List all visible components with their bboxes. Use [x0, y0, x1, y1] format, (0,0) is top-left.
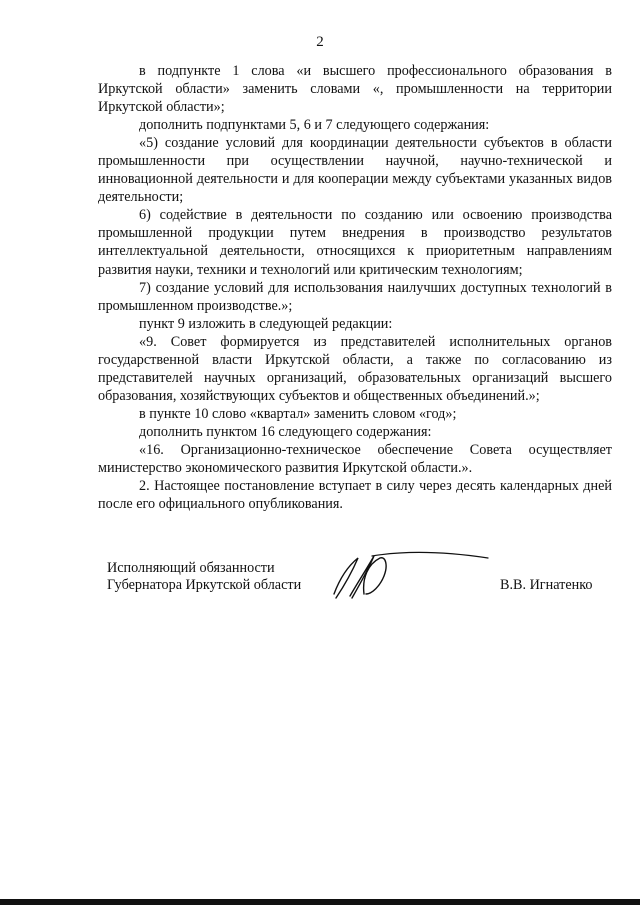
signature-block [0, 548, 640, 618]
signer-title [107, 560, 301, 594]
signer-name: В.В. Игнатенко [500, 577, 593, 593]
paragraph: пункт 9 изложить в следующей редакции: [139, 315, 393, 332]
paragraph: дополнить пунктом 16 следующего содержания: [139, 423, 432, 440]
document-body [98, 62, 612, 513]
paragraph: 2. Настоящее постановление вступает в силу через десять календарных дней после его официального опубликования. [98, 478, 612, 513]
handwritten-signature [328, 548, 498, 608]
paragraph: 7) создание условий для использования наилучших доступных технологий в промышленном производстве.»; [98, 279, 612, 314]
page-number: 2 [316, 34, 324, 50]
paragraph: «16. Организационно-техническое обеспечение Совета осуществляет министерство экономического развития Иркутской области.». [98, 441, 612, 477]
paragraph: в подпункте 1 слова «и высшего профессионального образования в Иркутской области» заменить словами «, промышленности на территории Иркутской области»; [98, 63, 612, 116]
scan-bottom-edge [0, 899, 640, 905]
paragraph: 6) содействие в деятельности по созданию или освоению производства промышленной продукции путем внедрения в производство результатов интеллектуальной деятельности, относящихся к приоритетным направлениям развития науки, техники и технологий или критическим технологиям; [98, 207, 612, 278]
paragraph: «9. Совет формируется из представителей исполнительных органов государственной власти Иркутской области, а также по согласованию из представителей научных организаций, образовательных организаций высшего образования, хозяйствующих субъектов и общественных объединений.»; [98, 333, 612, 404]
paragraph: «5) создание условий для координации деятельности субъектов в области промышленности при осуществлении научной, научно-технической и инновационной деятельности и для кооперации между субъектами указанных видов деятельности; [98, 135, 612, 206]
signer-title-line: Губернатора Иркутской области [107, 577, 302, 593]
signer-title-line: Исполняющий обязанности [107, 560, 275, 576]
paragraph: дополнить подпунктами 5, 6 и 7 следующего содержания: [139, 117, 490, 134]
paragraph: в пункте 10 слово «квартал» заменить словом «год»; [139, 405, 457, 422]
